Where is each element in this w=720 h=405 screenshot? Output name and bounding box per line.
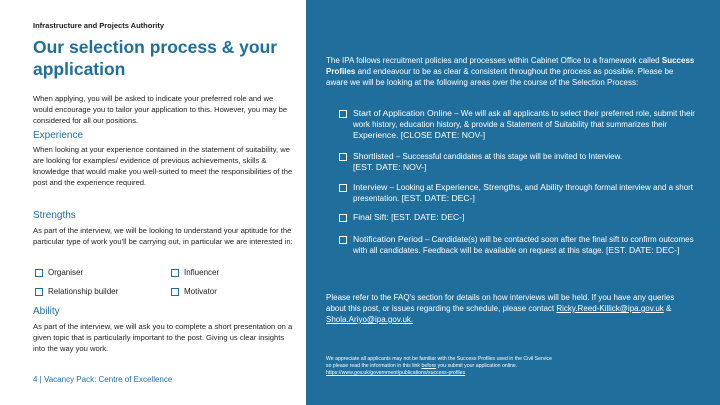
ability-heading: Ability: [33, 306, 60, 317]
stage-interview: Interview – Looking at Experience, Strengths, and Ability through formal interview and a short presentation. [EST. DATE: DEC-]: [339, 182, 699, 204]
checkbox-icon: [35, 288, 43, 296]
success-profiles-note: We appreciate all applicants may not be familiar with the Success Profiles used in the Civil Service so please read the information in this link before you submit your application online. https://www.gov.uk/government/publications/success-profiles: [326, 356, 552, 376]
checkbox-icon: [339, 110, 347, 118]
checkbox-icon: [171, 269, 179, 277]
page-footer: 4 | Vacancy Pack: Centre of Excellence: [33, 375, 173, 384]
stage-application-online: Start of Application Online – We will ask all applicants to select their preferred role, submit their work history, education history, & provide a Statement of Suitability that summarizes their Experience. [CLOSE DATE: NOV-]: [339, 108, 699, 141]
strengths-text: As part of the interview, we will be looking to understand your aptitude for the particular type of work you'll be carrying out, in particular we are interested in:: [33, 226, 293, 246]
contact-email-link-2[interactable]: Shola.Ariyo@ipa.gov.uk.: [326, 315, 414, 324]
checkbox-icon: [339, 236, 347, 244]
stage-final-sift: Final Sift: [EST. DATE: DEC-]: [339, 212, 699, 223]
contact-email-link-1[interactable]: Ricky.Reed-Killick@ipa.gov.uk: [556, 304, 664, 313]
intro-text: When applying, you will be asked to indicate your preferred role and we would encourage you to tailor your application to this. However, you may be considered for all our positions.: [33, 94, 288, 125]
strength-item-motivator: Motivator: [171, 287, 217, 296]
checkbox-icon: [339, 184, 347, 192]
checkbox-icon: [339, 153, 347, 161]
strength-item-relationship-builder: Relationship builder: [35, 287, 118, 296]
experience-heading: Experience: [33, 130, 84, 141]
organisation-name: Infrastructure and Projects Authority: [33, 21, 164, 30]
checkbox-icon: [171, 288, 179, 296]
experience-text: When looking at your experience contained in the statement of suitability, we are looking for examples/ evidence of previous achievements, skills & knowledge that would make you well-suited to meet the responsibilities of the post and the experience required.: [33, 145, 293, 187]
success-profiles-url-link[interactable]: https://www.gov.uk/government/publications/success-profiles: [326, 370, 466, 376]
checkbox-icon: [35, 269, 43, 277]
checkbox-icon: [339, 214, 347, 222]
ability-text: As part of the interview, we will ask you to complete a short presentation on a given topic that is particularly important to the post. Giving us clear insights into the way you work.: [33, 322, 293, 353]
strength-item-influencer: Influencer: [171, 268, 219, 277]
strengths-heading: Strengths: [33, 210, 76, 221]
page-title: Our selection process & your application: [33, 37, 278, 79]
stage-shortlisted: Shortlisted – Successful candidates at this stage will be invited to Interview. [EST. DATE: NOV-]: [339, 151, 699, 173]
stage-notification-period: Notification Period – Candidate(s) will be contacted soon after the final sift to confirm outcomes with all candidates. Feedback will be available on request at this stage. [EST. DATE: DEC-]: [339, 234, 699, 256]
selection-process-panel: [306, 0, 720, 405]
success-profiles-term: Success Profiles: [326, 56, 695, 76]
faq-contact-text: Please refer to the FAQ's section for details on how interviews will be held. If you have any queries about this post, or issues regarding the schedule, please contact Ricky.Reed-Killick@ipa.gov.uk & Shola.Ariyo@ipa.gov.uk.: [326, 293, 675, 324]
strength-item-organiser: Organiser: [35, 268, 83, 277]
before-link[interactable]: before: [421, 363, 437, 369]
process-intro: The IPA follows recruitment policies and processes within Cabinet Office to a framework called Success Profiles and endeavour to be as clear & consistent throughout the process as possible. Please be aware we will be looking at the following areas over the course of the Selection Process:: [326, 56, 695, 87]
left-column: [0, 0, 300, 405]
